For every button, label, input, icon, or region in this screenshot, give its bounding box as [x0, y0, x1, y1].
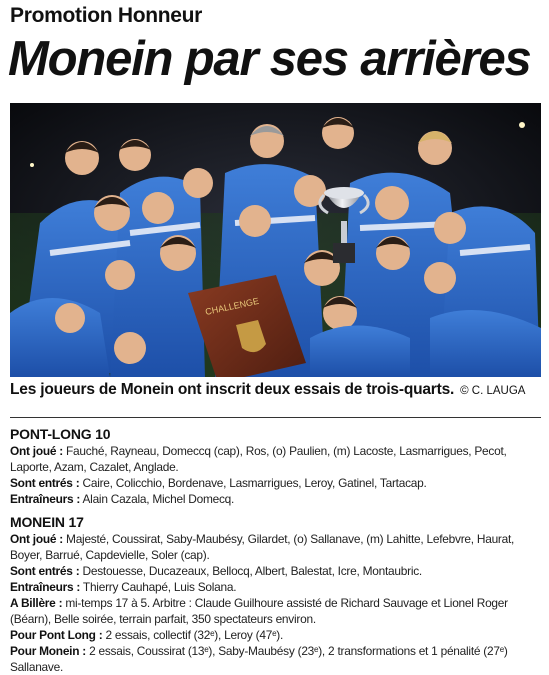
row-label: Pour Monein :	[10, 644, 87, 658]
row-text: Fauché, Rayneau, Domeccq (cap), Ros, (o) Paulien, (m) Lacoste, Lasmarrigues, Pecot, Laporte, Azam, Cazalet, Anglade.	[10, 444, 507, 474]
team-name: MONEIN 17	[10, 514, 84, 530]
row-label: Sont entrés :	[10, 476, 80, 490]
row-text: Alain Cazala, Michel Domecq.	[80, 492, 235, 506]
scoring-pont-long	[10, 627, 542, 643]
team-block-pont-long	[10, 425, 542, 507]
row-label: Ont joué :	[10, 444, 63, 458]
row-label: Entraîneurs :	[10, 580, 81, 594]
row-label: Ont joué :	[10, 532, 63, 546]
row-text: Majesté, Coussirat, Saby-Maubésy, Gilardet, (o) Sallanave, (m) Lahitte, Lefebvre, Haurat, Boyer, Barrué, Capdevielle, Soler (cap).	[10, 532, 515, 562]
row-text: Destouesse, Ducazeaux, Bellocq, Albert, Balestat, Icre, Montaubric.	[79, 564, 422, 578]
row-label: Entraîneurs :	[10, 492, 81, 506]
headline: Monein par ses arrières	[8, 32, 531, 86]
row-label: Pour Pont Long :	[10, 628, 103, 642]
lineup-substitutes	[10, 563, 542, 579]
row-text: mi-temps 17 à 5. Arbitre : Claude Guilhoure assisté de Richard Sauvage et Lionel Roger (Béarn), Belle soirée, terrain parfait, 350 spectateurs environ.	[10, 596, 508, 626]
lineup-played	[10, 531, 542, 563]
photo-credit: © C. LAUGA	[460, 385, 526, 397]
team-photo	[10, 103, 541, 377]
coaches	[10, 579, 542, 595]
row-text: Caire, Colicchio, Bordenave, Lasmarrigues, Leroy, Gatinel, Tartacap.	[79, 476, 427, 490]
team-name: PONT-LONG 10	[10, 426, 111, 442]
scoring-monein	[10, 643, 542, 675]
photo-caption	[10, 381, 542, 399]
match-details	[10, 425, 542, 675]
lineup-substitutes	[10, 475, 542, 491]
caption-text: Les joueurs de Monein ont inscrit deux essais de trois-quarts.	[10, 381, 455, 398]
row-label: Sont entrés :	[10, 564, 80, 578]
row-text: 2 essais, collectif (32ᵉ), Leroy (47ᵉ).	[102, 628, 284, 642]
trophy-plaque-text: CHALLENGE	[204, 295, 260, 317]
row-label: A Billère :	[10, 596, 63, 610]
row-text: 2 essais, Coussirat (13ᵉ), Saby-Maubésy (23ᵉ), 2 transformations et 1 pénalité (27ᵉ) Sallanave.	[10, 644, 508, 674]
row-text: Thierry Cauhapé, Luis Solana.	[80, 580, 237, 594]
coaches	[10, 491, 542, 507]
kicker: Promotion Honneur	[10, 4, 203, 27]
team-block-monein	[10, 513, 542, 675]
lineup-played	[10, 443, 542, 475]
match-info	[10, 595, 542, 627]
divider	[10, 417, 541, 418]
